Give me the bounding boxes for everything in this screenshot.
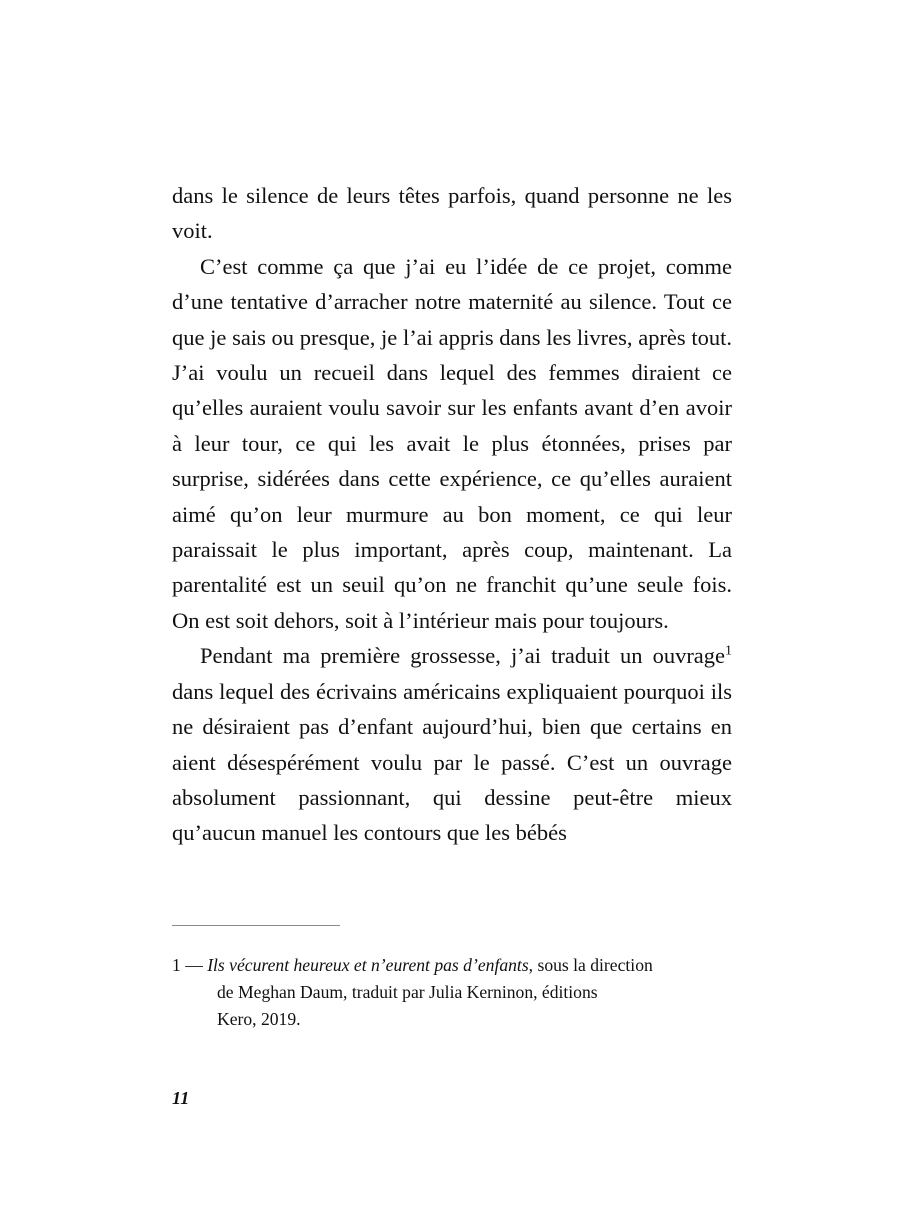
paragraph-3-text-after-footnote-ref: dans lequel des écrivains américains expliquaient pourquoi ils ne désiraient pas d’enfant aujourd’hui, bien que certains en aient désespérément voulu par le passé. C’est un ouvrage absolument passionnant, qui dessine peut-être mieux qu’aucun manuel les contours que les bébés [172, 678, 732, 846]
page-number: 11 [172, 1088, 190, 1108]
footnote-reference-marker: 1 [725, 643, 732, 659]
paragraph-3-text-before-footnote-ref: Pendant ma première grossesse, j’ai traduit un ouvrage [200, 643, 726, 669]
footnote-line3: Kero, 2019. [217, 1009, 301, 1029]
paragraph-1: dans le silence de leurs têtes parfois, quand personne ne les voit. [172, 183, 732, 244]
footnote-line2: de Meghan Daum, traduit par Julia Kerninon, éditions [217, 982, 598, 1002]
footnote-line1-rest: , sous la direction [528, 955, 653, 975]
footnote-work-title: Ils vécurent heureux et n’eurent pas d’enfants [207, 955, 529, 975]
footnote-first-line [172, 952, 732, 979]
footnote-number: 1 — [172, 955, 208, 975]
body-text-column [172, 178, 732, 851]
paragraph-3 [172, 638, 732, 850]
footnote-block [172, 925, 732, 1033]
paragraph-2: C’est comme ça que j’ai eu l’idée de ce projet, comme d’une tentative d’arracher notre maternité au silence. Tout ce que je sais ou presque, je l’ai appris dans les livres, après tout. J’ai voulu un recueil dans lequel des femmes diraient ce qu’elles auraient voulu savoir sur les enfants avant d’en avoir à leur tour, ce qui les avait le plus étonnées, prises par surprise, sidérées dans cette expérience, ce qu’elles auraient aimé qu’on leur murmure au bon moment, ce qui leur paraissait le plus important, après coup, maintenant. La parentalité est un seuil qu’on ne franchit qu’une seule fois. On est soit dehors, soit à l’intérieur mais pour toujours. [172, 253, 732, 633]
footnote-separator-rule [172, 925, 340, 926]
footnote-1 [172, 952, 732, 1033]
